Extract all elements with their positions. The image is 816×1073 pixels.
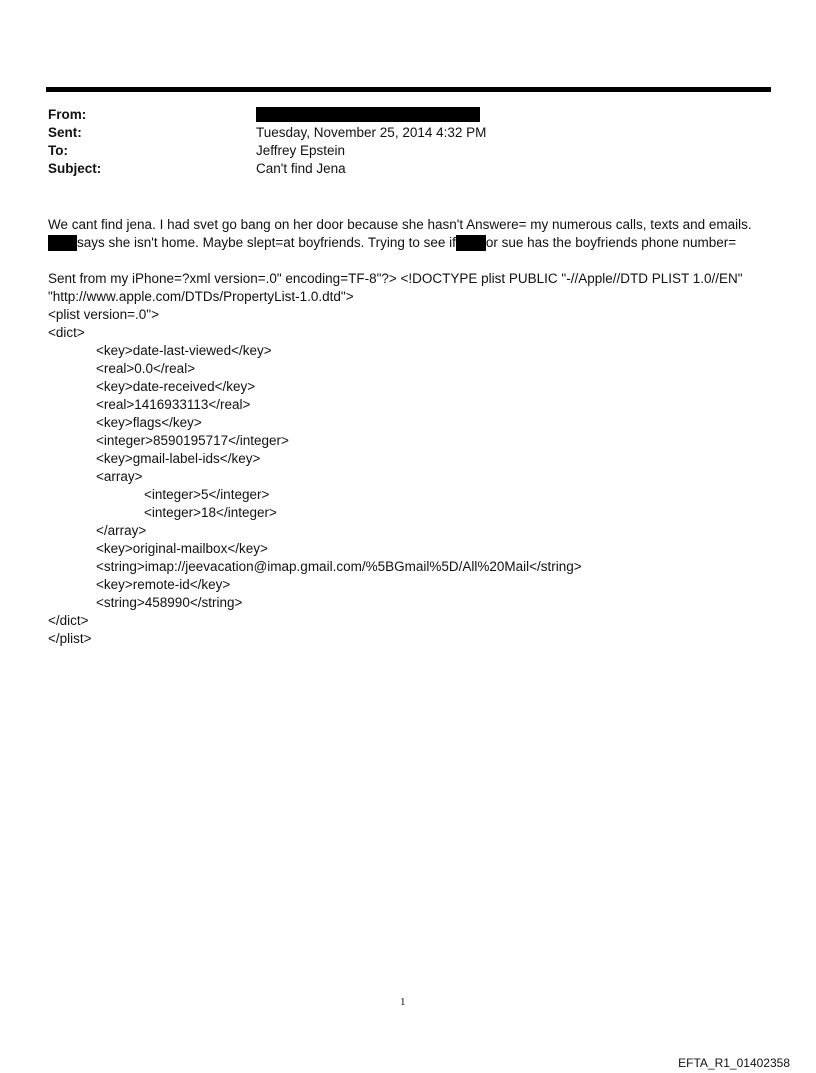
plist-line: <integer>18</integer> [144,505,277,520]
subject-label: Subject: [48,161,102,176]
to-row [48,142,486,160]
plist-line: <key>remote-id</key> [96,577,231,592]
sent-value: Tuesday, November 25, 2014 4:32 PM [256,125,487,140]
to-value: Jeffrey Epstein [256,143,346,158]
sent-row [48,124,486,142]
redaction-box [456,235,486,251]
plist-line: Sent from my iPhone=?xml version=.0" encoding=TF-8"?> <!DOCTYPE plist PUBLIC "-//Apple//DTD PLIST 1.0//EN" [48,271,743,286]
email-header [48,106,486,178]
plist-line: <integer>5</integer> [144,487,270,502]
from-label: From: [48,107,87,122]
redaction-box [256,107,480,122]
body-text: says she isn't home. Maybe slept=at boyfriends. Trying to see if [77,235,456,250]
plist-line: </array> [96,523,147,538]
from-row [48,106,486,124]
plist-line: <dict> [48,325,85,340]
page-number: 1 [400,996,406,1008]
plist-line: <key>date-last-viewed</key> [96,343,272,358]
plist-line: <string>imap://jeevacation@imap.gmail.com/%5BGmail%5D/All%20Mail</string> [96,559,582,574]
redaction-box [48,235,77,251]
from-value [256,106,480,124]
bates-number: EFTA_R1_01402358 [678,1056,790,1070]
body-line: We cant find jena. I had svet go bang on her door because she hasn't Answere= my numerous calls, texts and emails. [48,217,752,232]
plist-line: <plist version=.0"> [48,307,159,322]
plist-line: <key>date-received</key> [96,379,256,394]
email-body [48,216,778,648]
plist-line: <key>gmail-label-ids</key> [96,451,261,466]
plist-line: <real>1416933113</real> [96,397,251,412]
subject-row [48,160,486,178]
subject-value: Can't find Jena [256,161,346,176]
plist-line: </dict> [48,613,89,628]
sent-label: Sent: [48,125,82,140]
spacer [48,252,778,270]
plist-line: <integer>8590195717</integer> [96,433,289,448]
header-rule [46,87,771,92]
body-line [48,234,778,252]
plist-line: <key>original-mailbox</key> [96,541,268,556]
plist-line: <key>flags</key> [96,415,202,430]
plist-line: "http://www.apple.com/DTDs/PropertyList-1.0.dtd"> [48,289,354,304]
to-label: To: [48,143,68,158]
plist-line: </plist> [48,631,92,646]
plist-line: <real>0.0</real> [96,361,196,376]
plist-line: <string>458990</string> [96,595,243,610]
plist-line: <array> [96,469,143,484]
body-text: or sue has the boyfriends phone number= [485,235,737,250]
